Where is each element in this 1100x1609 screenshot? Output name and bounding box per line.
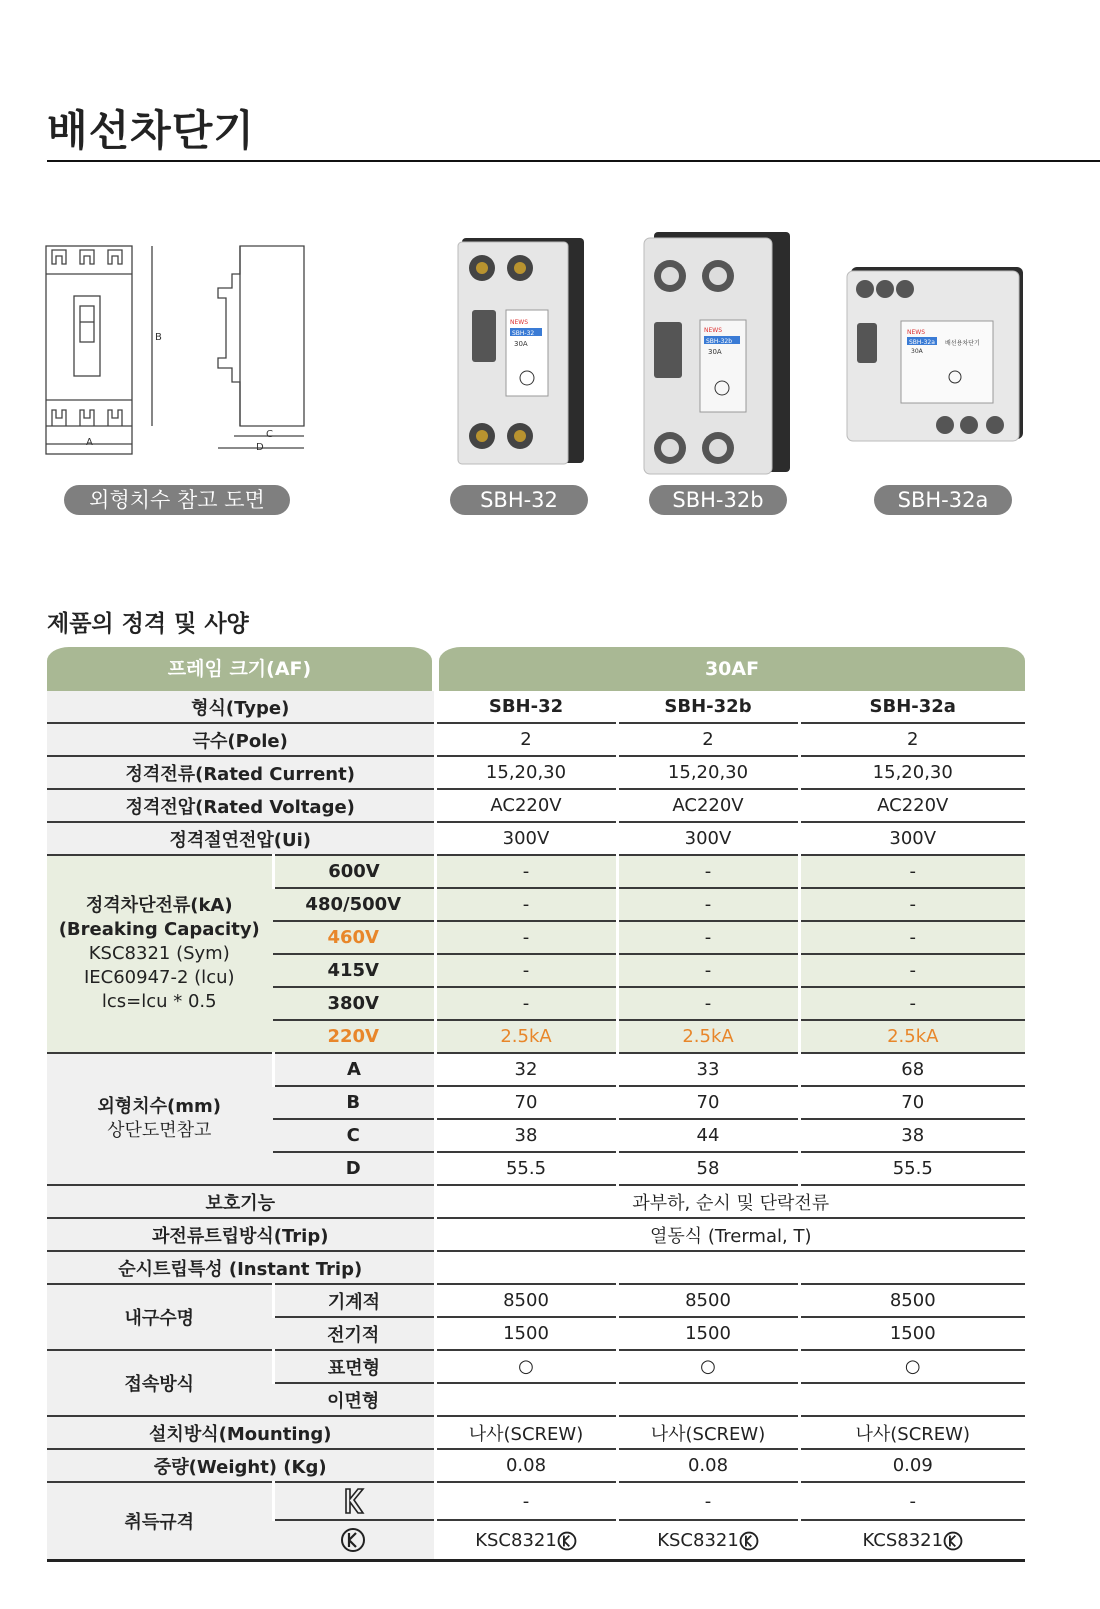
cell-value: AC220V [435, 789, 617, 822]
cert-cell [617, 1520, 799, 1561]
cell-value: KSC8321 [475, 1529, 557, 1551]
table-row [47, 1185, 1025, 1218]
cell-value: - [617, 954, 799, 987]
cell-value: 1500 [435, 1317, 617, 1350]
cell-value: 8500 [617, 1284, 799, 1317]
faceplate-model: SBH-32 [512, 330, 535, 337]
faceplate-brand: NEWS [510, 319, 529, 326]
row-label-protection: 보호기능 [47, 1185, 435, 1218]
table-row [47, 789, 1025, 822]
dimensions-label-line: 상단도면참고 [107, 1120, 212, 1141]
table-row [47, 1416, 1025, 1449]
cell-value: 0.09 [799, 1449, 1025, 1482]
cell-value: 70 [799, 1086, 1025, 1119]
cell-value: 300V [617, 822, 799, 855]
cell-value: 8500 [799, 1284, 1025, 1317]
row-label-instant-trip: 순시트립특성 (Instant Trip) [47, 1251, 435, 1284]
cell-value: 2.5kA [617, 1020, 799, 1053]
cell-value: - [435, 855, 617, 888]
ks-mark-icon [739, 1531, 759, 1551]
cell-value: 15,20,30 [435, 756, 617, 789]
cell-value: 38 [799, 1119, 1025, 1152]
faceplate-rating: 30A [514, 340, 528, 348]
cell-value: - [799, 954, 1025, 987]
model-header-1: SBH-32 [435, 691, 617, 723]
connection-kind: 이면형 [273, 1383, 435, 1416]
cell-value: 58 [617, 1152, 799, 1185]
model-header-2: SBH-32b [617, 691, 799, 723]
cell-value: - [617, 987, 799, 1020]
cell-value: 55.5 [799, 1152, 1025, 1185]
product-photo-sbh-32a [845, 265, 1025, 443]
row-label-insulation: 정격절연전압(Ui) [47, 822, 435, 855]
cell-value [617, 1383, 799, 1416]
cell-value: 2 [435, 723, 617, 756]
section-subtitle: 제품의 정격 및 사양 [47, 611, 249, 637]
cell-value: 0.08 [617, 1449, 799, 1482]
cell-value: 2.5kA [799, 1020, 1025, 1053]
cert-cell [435, 1520, 617, 1561]
faceplate-model: SBH-32b [706, 338, 733, 345]
product-label-sbh-32b: SBH-32b [649, 485, 787, 515]
table-row [47, 855, 1025, 888]
cell-value: ○ [799, 1350, 1025, 1383]
row-label-weight: 중량(Weight) (Kg) [47, 1449, 435, 1482]
row-label-rated-current: 정격전류(Rated Current) [47, 756, 435, 789]
ks-mark-icon [943, 1531, 963, 1551]
faceplate-rating: 30A [911, 348, 923, 355]
cell-value: - [617, 888, 799, 921]
dim-label: A [273, 1053, 435, 1086]
voltage-label: 220V [273, 1020, 435, 1053]
cell-value: 열동식 (Trermal, T) [435, 1218, 1025, 1251]
breaking-label-line: (Breaking Capacity) [58, 919, 260, 940]
frame-size-header-value: 30AF [439, 647, 1025, 691]
cell-value: - [435, 888, 617, 921]
cell-value: 0.08 [435, 1449, 617, 1482]
row-label-connection: 접속방식 [47, 1350, 273, 1416]
cell-value: 나사(SCREW) [617, 1416, 799, 1449]
dimension-drawing [44, 240, 324, 470]
cell-value [435, 1383, 617, 1416]
product-label-sbh-32: SBH-32 [450, 485, 588, 515]
row-label-mounting: 설치방식(Mounting) [47, 1416, 435, 1449]
cell-value: - [617, 921, 799, 954]
breaking-label-line: IEC60947-2 (lcu) [83, 967, 235, 988]
cell-value: KCS8321 [862, 1529, 944, 1551]
voltage-label: 380V [273, 987, 435, 1020]
cell-value: - [799, 987, 1025, 1020]
faceplate-rating: 30A [708, 348, 722, 356]
voltage-label: 600V [273, 855, 435, 888]
voltage-label: 460V [273, 921, 435, 954]
ks-mark-icon [273, 1520, 435, 1561]
dimensions-label [47, 1053, 273, 1185]
voltage-label: 480/500V [273, 888, 435, 921]
row-label-pole: 극수(Pole) [47, 723, 435, 756]
cell-value: 15,20,30 [617, 756, 799, 789]
spec-table [47, 691, 1025, 1562]
cell-value: - [799, 921, 1025, 954]
voltage-label: 415V [273, 954, 435, 987]
endurance-kind: 전기적 [273, 1317, 435, 1350]
table-row [47, 1482, 1025, 1520]
cell-value: - [617, 1482, 799, 1520]
cell-value: 나사(SCREW) [435, 1416, 617, 1449]
cell-value: KSC8321 [657, 1529, 739, 1551]
cell-value: 과부하, 순시 및 단락전류 [435, 1185, 1025, 1218]
table-row [47, 822, 1025, 855]
ks-mark-icon [557, 1531, 577, 1551]
cell-value: AC220V [617, 789, 799, 822]
cell-value: 2 [617, 723, 799, 756]
faceplate-brand: NEWS [907, 329, 926, 336]
cell-value: - [435, 954, 617, 987]
dim-label: C [273, 1119, 435, 1152]
cell-value: 2 [799, 723, 1025, 756]
row-label-endurance: 내구수명 [47, 1284, 273, 1350]
kc-mark-icon [273, 1482, 435, 1520]
cell-value: - [617, 855, 799, 888]
table-row [47, 1350, 1025, 1383]
table-row [47, 756, 1025, 789]
cell-value [799, 1383, 1025, 1416]
product-photo-sbh-32b [640, 232, 792, 476]
cell-value: - [799, 855, 1025, 888]
cell-value: 44 [617, 1119, 799, 1152]
dim-a-label: A [86, 437, 93, 448]
model-header-3: SBH-32a [799, 691, 1025, 723]
breaking-label-line: KSC8321 (Sym) [88, 943, 230, 964]
cell-value: 2.5kA [435, 1020, 617, 1053]
row-label-certification: 취득규격 [47, 1482, 273, 1561]
dim-label: B [273, 1086, 435, 1119]
row-label-type: 형식(Type) [47, 691, 435, 723]
cell-value: 33 [617, 1053, 799, 1086]
table-row [47, 1284, 1025, 1317]
cell-value: - [435, 1482, 617, 1520]
faceplate-brand: NEWS [704, 327, 723, 334]
table-row [47, 1251, 1025, 1284]
endurance-kind: 기계적 [273, 1284, 435, 1317]
breaking-capacity-label [47, 855, 273, 1053]
cell-value: AC220V [799, 789, 1025, 822]
cell-value: - [435, 921, 617, 954]
cert-cell [799, 1520, 1025, 1561]
product-photo-sbh-32 [452, 238, 584, 466]
cell-value: 55.5 [435, 1152, 617, 1185]
cell-value: 300V [435, 822, 617, 855]
cell-value: 15,20,30 [799, 756, 1025, 789]
cell-value: 나사(SCREW) [799, 1416, 1025, 1449]
breaking-label-line: lcs=lcu * 0.5 [101, 991, 217, 1012]
table-row [47, 1449, 1025, 1482]
cell-value: - [435, 987, 617, 1020]
product-label-sbh-32a: SBH-32a [874, 485, 1012, 515]
cell-value: ○ [617, 1350, 799, 1383]
table-row [47, 1218, 1025, 1251]
drawing-caption: 외형치수 참고 도면 [64, 485, 290, 515]
table-row [47, 1053, 1025, 1086]
dim-c-label: C [266, 429, 273, 440]
frame-size-header-label: 프레임 크기(AF) [47, 647, 432, 691]
cell-value: 38 [435, 1119, 617, 1152]
cell-value: 70 [617, 1086, 799, 1119]
cell-value: - [799, 1482, 1025, 1520]
row-label-rated-voltage: 정격전압(Rated Voltage) [47, 789, 435, 822]
cell-value: 300V [799, 822, 1025, 855]
cell-value: 8500 [435, 1284, 617, 1317]
cell-value: - [799, 888, 1025, 921]
cell-value: 70 [435, 1086, 617, 1119]
breaking-label-line: 정격차단전류(kA) [85, 895, 233, 916]
table-row [47, 723, 1025, 756]
dim-d-label: D [256, 442, 264, 453]
cell-value: 1500 [799, 1317, 1025, 1350]
dim-label: D [273, 1152, 435, 1185]
cell-value: 1500 [617, 1317, 799, 1350]
cell-value: 68 [799, 1053, 1025, 1086]
dim-b-label: B [155, 332, 162, 343]
page-title: 배선차단기 [47, 106, 255, 155]
faceplate-model: SBH-32a [909, 339, 935, 346]
cell-value: ○ [435, 1350, 617, 1383]
dimensions-label-line: 외형치수(mm) [97, 1096, 222, 1117]
row-label-trip: 과전류트립방식(Trip) [47, 1218, 435, 1251]
title-divider [47, 160, 1100, 162]
cell-value [435, 1251, 1025, 1284]
table-row [47, 691, 1025, 723]
connection-kind: 표면형 [273, 1350, 435, 1383]
faceplate-name: 배선용차단기 [945, 340, 980, 347]
cell-value: 32 [435, 1053, 617, 1086]
